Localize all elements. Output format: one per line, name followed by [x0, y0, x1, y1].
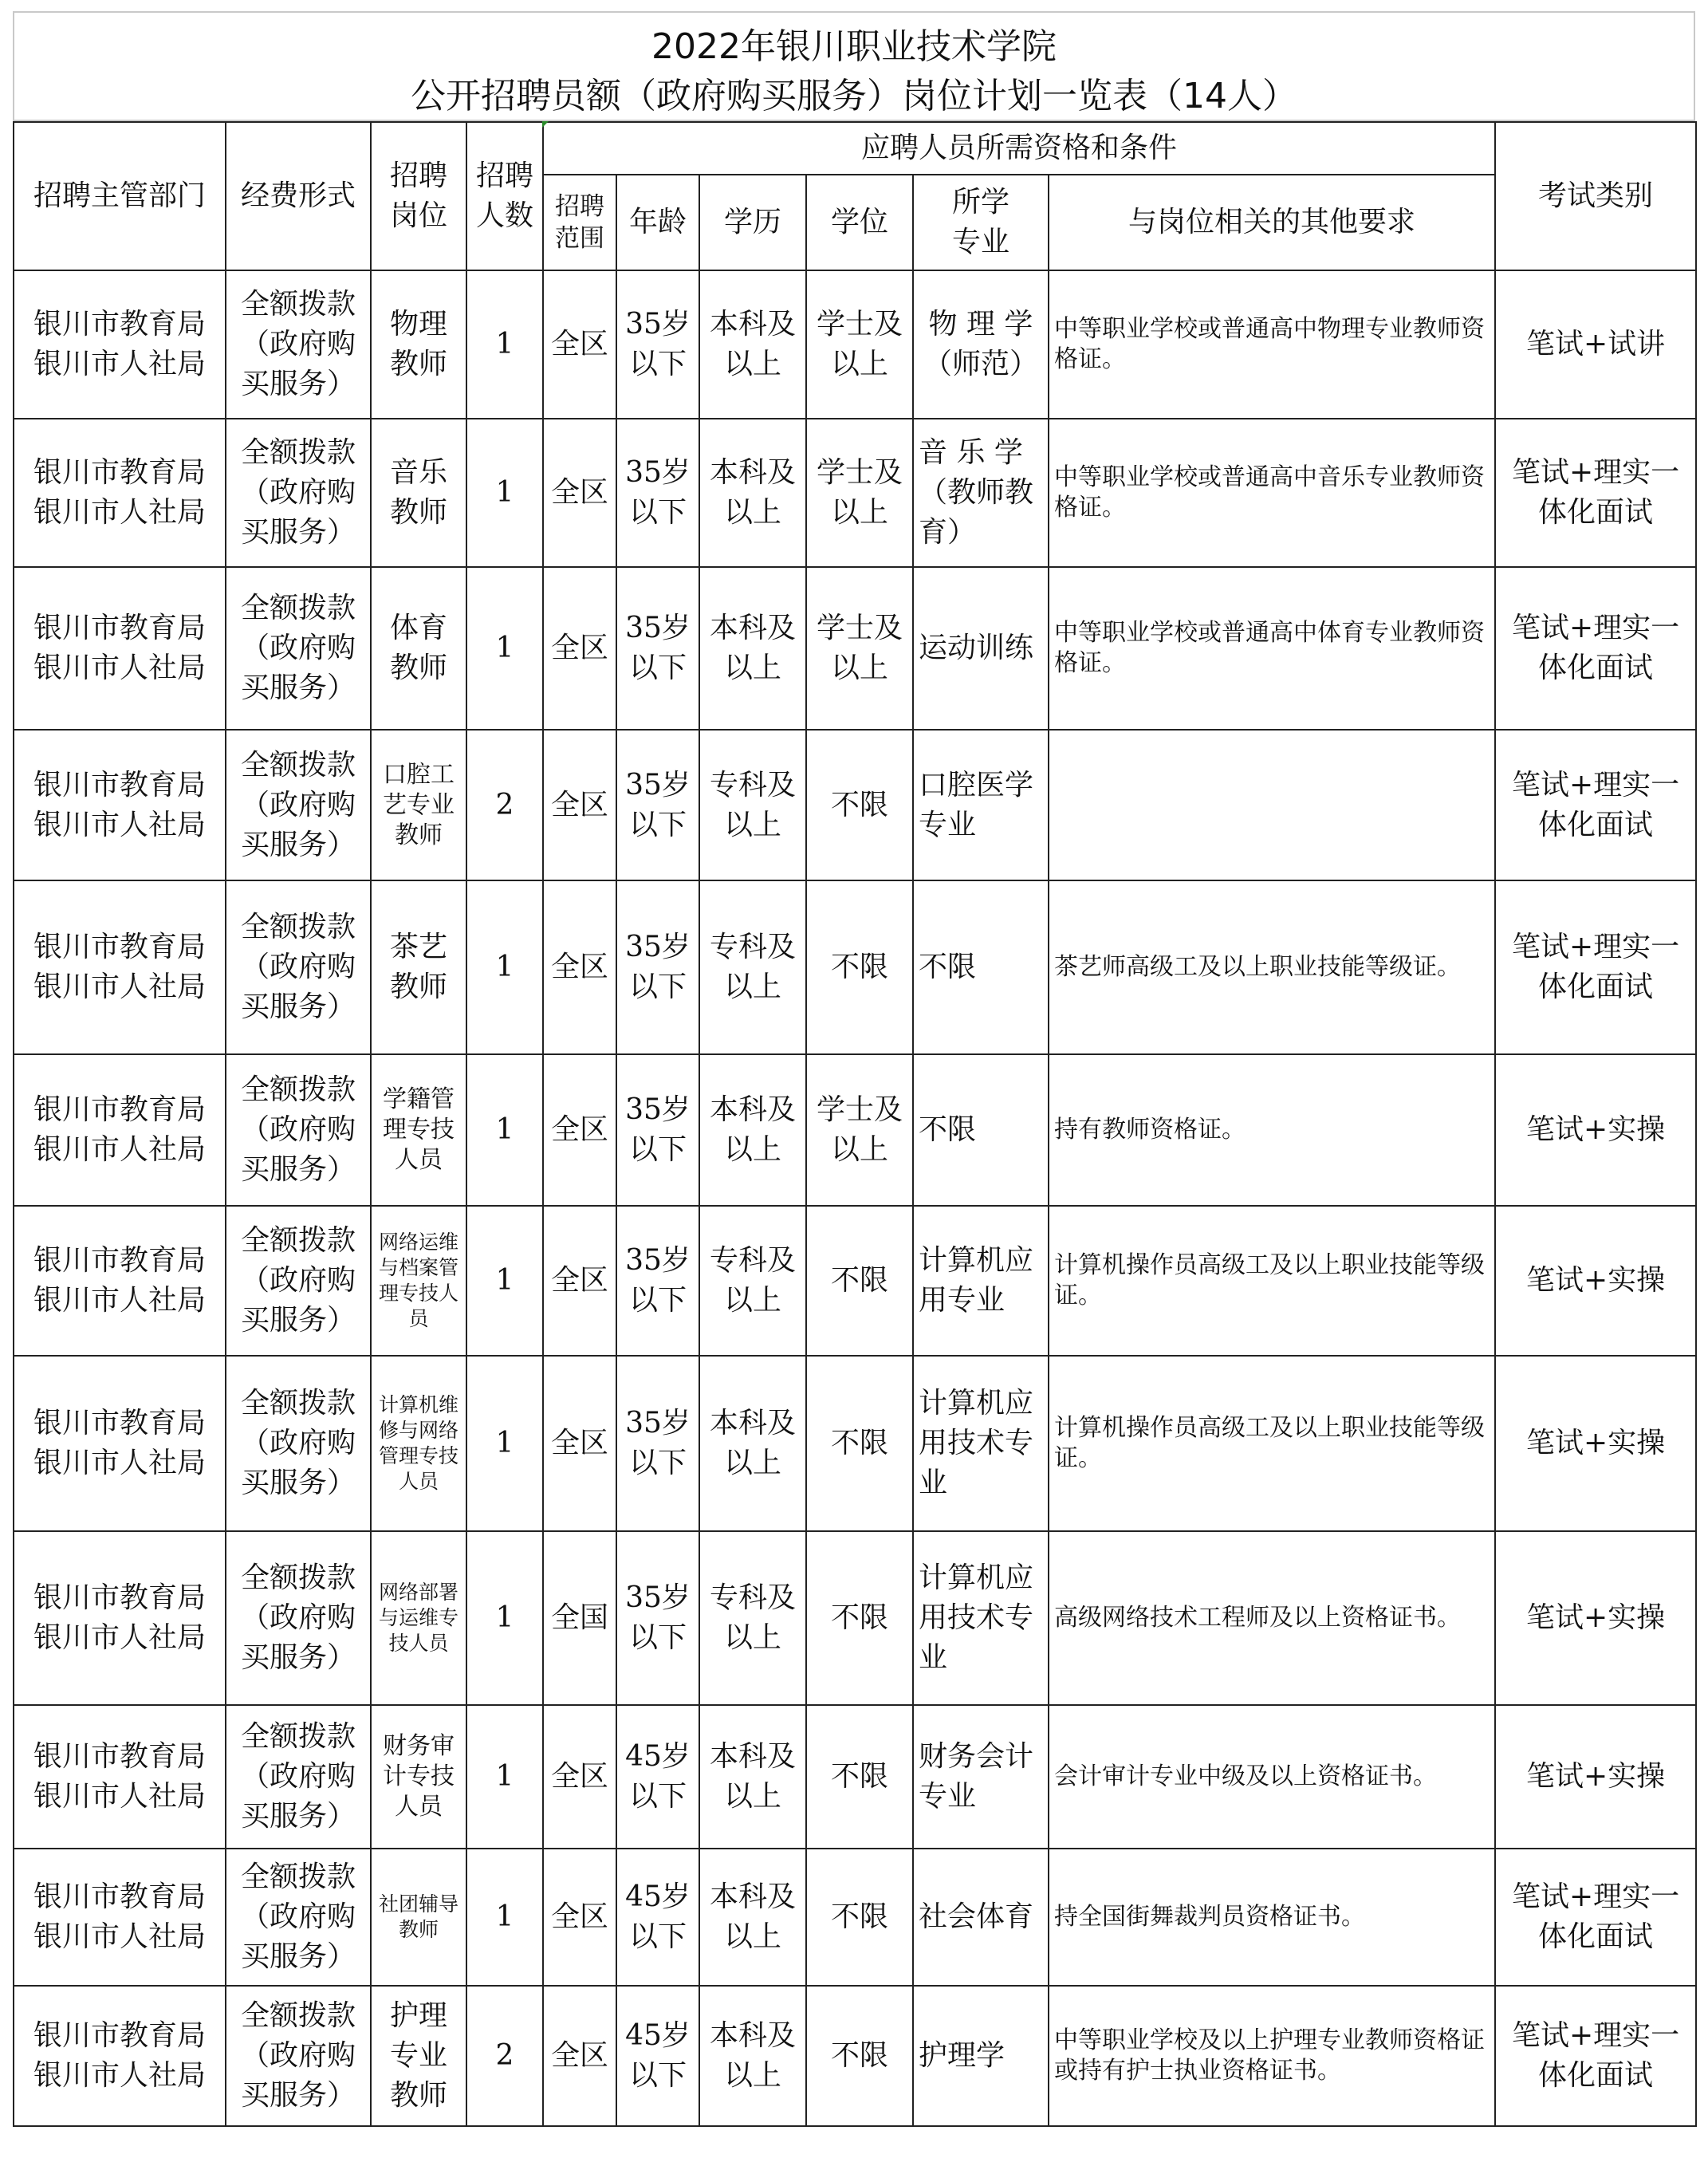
cell-funding: 全额拨款 （政府购 买服务）: [226, 1986, 371, 2126]
header-count-text: 招聘人数: [476, 159, 534, 232]
table-row: [14, 730, 1696, 880]
table-row: [14, 270, 1696, 419]
cell-count: 1: [466, 1705, 543, 1849]
cell-scope: 全区: [543, 1356, 616, 1531]
cell-education: 专科及 以上: [699, 880, 806, 1054]
cell-position: 音乐 教师: [371, 419, 466, 567]
header-major-text: 所学专业: [952, 186, 1010, 258]
cell-major: 计算机应 用专业: [913, 1206, 1049, 1356]
cell-age: 45岁 以下: [616, 1849, 699, 1986]
cell-other: 持全国街舞裁判员资格证书。: [1049, 1849, 1495, 1986]
header-department: 招聘主管部门: [14, 122, 226, 270]
cell-degree: 学士及 以上: [806, 419, 913, 567]
cell-major: 护理学: [913, 1986, 1049, 2126]
cell-department: 银川市教育局 银川市人社局: [14, 880, 226, 1054]
cell-age: 35岁 以下: [616, 270, 699, 419]
cell-degree: 不限: [806, 1356, 913, 1531]
table-row: [14, 1356, 1696, 1531]
cell-major: 不限: [913, 880, 1049, 1054]
table-row: [14, 1705, 1696, 1849]
cell-education: 本科及 以上: [699, 1705, 806, 1849]
cell-scope: 全区: [543, 419, 616, 567]
cell-other: 中等职业学校或普通高中音乐专业教师资格证。: [1049, 419, 1495, 567]
table-row: [14, 1986, 1696, 2126]
table-title: [13, 11, 1695, 121]
header-other: 与岗位相关的其他要求: [1049, 175, 1495, 270]
cell-department: 银川市教育局 银川市人社局: [14, 1206, 226, 1356]
cell-age: 35岁 以下: [616, 880, 699, 1054]
cell-major: 运动训练: [913, 567, 1049, 730]
title-line-1: 2022年银川职业技术学院: [651, 26, 1057, 67]
cell-degree: 不限: [806, 1531, 913, 1705]
cell-count: 1: [466, 419, 543, 567]
cell-exam: 笔试+实操: [1495, 1705, 1696, 1849]
cell-department: 银川市教育局 银川市人社局: [14, 1849, 226, 1986]
cell-funding: 全额拨款 （政府购 买服务）: [226, 730, 371, 880]
cell-count: 1: [466, 1054, 543, 1206]
cell-exam: 笔试+实操: [1495, 1356, 1696, 1531]
cell-funding: 全额拨款 （政府购 买服务）: [226, 1705, 371, 1849]
cell-other: 计算机操作员高级工及以上职业技能等级证。: [1049, 1356, 1495, 1531]
header-scope: [543, 175, 616, 270]
cell-exam: 笔试+理实一 体化面试: [1495, 567, 1696, 730]
cell-other: 茶艺师高级工及以上职业技能等级证。: [1049, 880, 1495, 1054]
table-row: [14, 1054, 1696, 1206]
cell-education: 专科及 以上: [699, 1531, 806, 1705]
cell-age: 45岁 以下: [616, 1705, 699, 1849]
cell-exam: 笔试+实操: [1495, 1531, 1696, 1705]
header-position: [371, 122, 466, 270]
cell-degree: 不限: [806, 730, 913, 880]
cell-position: 体育 教师: [371, 567, 466, 730]
cell-position: 护理 专业 教师: [371, 1986, 466, 2126]
table-row: [14, 1849, 1696, 1986]
cell-other: 中等职业学校及以上护理专业教师资格证或持有护士执业资格证书。: [1049, 1986, 1495, 2126]
cell-funding: 全额拨款 （政府购 买服务）: [226, 1849, 371, 1986]
cell-scope: 全区: [543, 270, 616, 419]
cell-position: 财务审 计专技 人员: [371, 1705, 466, 1849]
cell-count: 1: [466, 567, 543, 730]
cell-age: 35岁 以下: [616, 1054, 699, 1206]
cell-department: 银川市教育局 银川市人社局: [14, 270, 226, 419]
cell-department: 银川市教育局 银川市人社局: [14, 1356, 226, 1531]
cell-position: 口腔工 艺专业 教师: [371, 730, 466, 880]
cell-education: 专科及 以上: [699, 1206, 806, 1356]
header-degree: 学位: [806, 175, 913, 270]
cell-position: 计算机维 修与网络 管理专技 人员: [371, 1356, 466, 1531]
cell-exam: 笔试+理实一 体化面试: [1495, 419, 1696, 567]
header-scope-text: 招聘范围: [555, 192, 604, 253]
cell-degree: 学士及 以上: [806, 270, 913, 419]
cell-age: 35岁 以下: [616, 567, 699, 730]
cell-other: 计算机操作员高级工及以上职业技能等级证。: [1049, 1206, 1495, 1356]
cell-major: 计算机应 用技术专 业: [913, 1531, 1049, 1705]
cell-count: 1: [466, 270, 543, 419]
cell-education: 本科及 以上: [699, 1849, 806, 1986]
cell-age: 35岁 以下: [616, 730, 699, 880]
cell-age: 35岁 以下: [616, 1531, 699, 1705]
header-age: 年龄: [616, 175, 699, 270]
cell-department: 银川市教育局 银川市人社局: [14, 1054, 226, 1206]
cell-position: 社团辅导 教师: [371, 1849, 466, 1986]
cell-degree: 不限: [806, 880, 913, 1054]
cell-exam: 笔试+理实一 体化面试: [1495, 880, 1696, 1054]
cell-other: [1049, 730, 1495, 880]
cell-funding: 全额拨款 （政府购 买服务）: [226, 567, 371, 730]
cell-count: 1: [466, 1356, 543, 1531]
cell-scope: 全区: [543, 1705, 616, 1849]
cell-exam: 笔试+理实一 体化面试: [1495, 1986, 1696, 2126]
cell-position: 学籍管 理专技 人员: [371, 1054, 466, 1206]
cell-count: 1: [466, 1206, 543, 1356]
cell-major: 音 乐 学 （教师教 育）: [913, 419, 1049, 567]
cell-age: 35岁 以下: [616, 1356, 699, 1531]
cell-degree: 不限: [806, 1206, 913, 1356]
cell-department: 银川市教育局 银川市人社局: [14, 1531, 226, 1705]
cell-funding: 全额拨款 （政府购 买服务）: [226, 1531, 371, 1705]
cell-exam: 笔试+理实一 体化面试: [1495, 1849, 1696, 1986]
cell-major: 计算机应 用技术专 业: [913, 1356, 1049, 1531]
title-line-2: 公开招聘员额（政府购买服务）岗位计划一览表（14人）: [411, 76, 1297, 116]
cell-count: 2: [466, 730, 543, 880]
cell-major: 物 理 学 （师范）: [913, 270, 1049, 419]
cell-degree: 不限: [806, 1705, 913, 1849]
cell-education: 本科及 以上: [699, 270, 806, 419]
table-row: [14, 1206, 1696, 1356]
cell-other: 会计审计专业中级及以上资格证书。: [1049, 1705, 1495, 1849]
header-qualifications: 应聘人员所需资格和条件: [543, 122, 1495, 175]
cell-other: 持有教师资格证。: [1049, 1054, 1495, 1206]
cell-funding: 全额拨款 （政府购 买服务）: [226, 1206, 371, 1356]
cell-funding: 全额拨款 （政府购 买服务）: [226, 419, 371, 567]
cell-count: 2: [466, 1986, 543, 2126]
cell-scope: 全区: [543, 730, 616, 880]
cell-degree: 学士及 以上: [806, 1054, 913, 1206]
cell-funding: 全额拨款 （政府购 买服务）: [226, 270, 371, 419]
header-funding: 经费形式: [226, 122, 371, 270]
cell-position: 网络运维 与档案管 理专技人 员: [371, 1206, 466, 1356]
header-position-text: 招聘岗位: [390, 159, 448, 232]
cell-other: 中等职业学校或普通高中物理专业教师资格证。: [1049, 270, 1495, 419]
header-exam: 考试类别: [1495, 122, 1696, 270]
table-row: [14, 1531, 1696, 1705]
cell-exam: 笔试+理实一 体化面试: [1495, 730, 1696, 880]
cell-other: 中等职业学校或普通高中体育专业教师资格证。: [1049, 567, 1495, 730]
cell-scope: 全区: [543, 1206, 616, 1356]
cell-age: 35岁 以下: [616, 419, 699, 567]
cell-degree: 不限: [806, 1849, 913, 1986]
header-education: 学历: [699, 175, 806, 270]
header-count: [466, 122, 543, 270]
cell-funding: 全额拨款 （政府购 买服务）: [226, 1356, 371, 1531]
cell-count: 1: [466, 1849, 543, 1986]
cell-scope: 全区: [543, 880, 616, 1054]
table-row: [14, 419, 1696, 567]
cell-degree: 不限: [806, 1986, 913, 2126]
cell-degree: 学士及 以上: [806, 567, 913, 730]
cell-age: 35岁 以下: [616, 1206, 699, 1356]
cell-exam: 笔试+实操: [1495, 1054, 1696, 1206]
cell-major: 口腔医学 专业: [913, 730, 1049, 880]
cell-comment-marker: [542, 121, 549, 128]
cell-scope: 全区: [543, 1054, 616, 1206]
cell-education: 本科及 以上: [699, 1986, 806, 2126]
cell-position: 物理 教师: [371, 270, 466, 419]
cell-education: 本科及 以上: [699, 419, 806, 567]
cell-education: 本科及 以上: [699, 1356, 806, 1531]
cell-other: 高级网络技术工程师及以上资格证书。: [1049, 1531, 1495, 1705]
table-body: [14, 270, 1696, 2126]
cell-count: 1: [466, 1531, 543, 1705]
cell-exam: 笔试+试讲: [1495, 270, 1696, 419]
cell-position: 网络部署 与运维专 技人员: [371, 1531, 466, 1705]
cell-scope: 全区: [543, 567, 616, 730]
cell-department: 银川市教育局 银川市人社局: [14, 730, 226, 880]
cell-scope: 全区: [543, 1849, 616, 1986]
cell-position: 茶艺 教师: [371, 880, 466, 1054]
cell-scope: 全区: [543, 1986, 616, 2126]
cell-age: 45岁 以下: [616, 1986, 699, 2126]
cell-department: 银川市教育局 银川市人社局: [14, 567, 226, 730]
header-major: [913, 175, 1049, 270]
cell-funding: 全额拨款 （政府购 买服务）: [226, 1054, 371, 1206]
cell-funding: 全额拨款 （政府购 买服务）: [226, 880, 371, 1054]
cell-education: 专科及 以上: [699, 730, 806, 880]
cell-department: 银川市教育局 银川市人社局: [14, 1705, 226, 1849]
cell-count: 1: [466, 880, 543, 1054]
recruitment-table: [13, 121, 1697, 2127]
cell-scope: 全国: [543, 1531, 616, 1705]
cell-department: 银川市教育局 银川市人社局: [14, 1986, 226, 2126]
cell-education: 本科及 以上: [699, 567, 806, 730]
cell-education: 本科及 以上: [699, 1054, 806, 1206]
cell-major: 财务会计 专业: [913, 1705, 1049, 1849]
cell-exam: 笔试+实操: [1495, 1206, 1696, 1356]
cell-major: 社会体育: [913, 1849, 1049, 1986]
table-row: [14, 880, 1696, 1054]
cell-department: 银川市教育局 银川市人社局: [14, 419, 226, 567]
table-row: [14, 567, 1696, 730]
cell-major: 不限: [913, 1054, 1049, 1206]
